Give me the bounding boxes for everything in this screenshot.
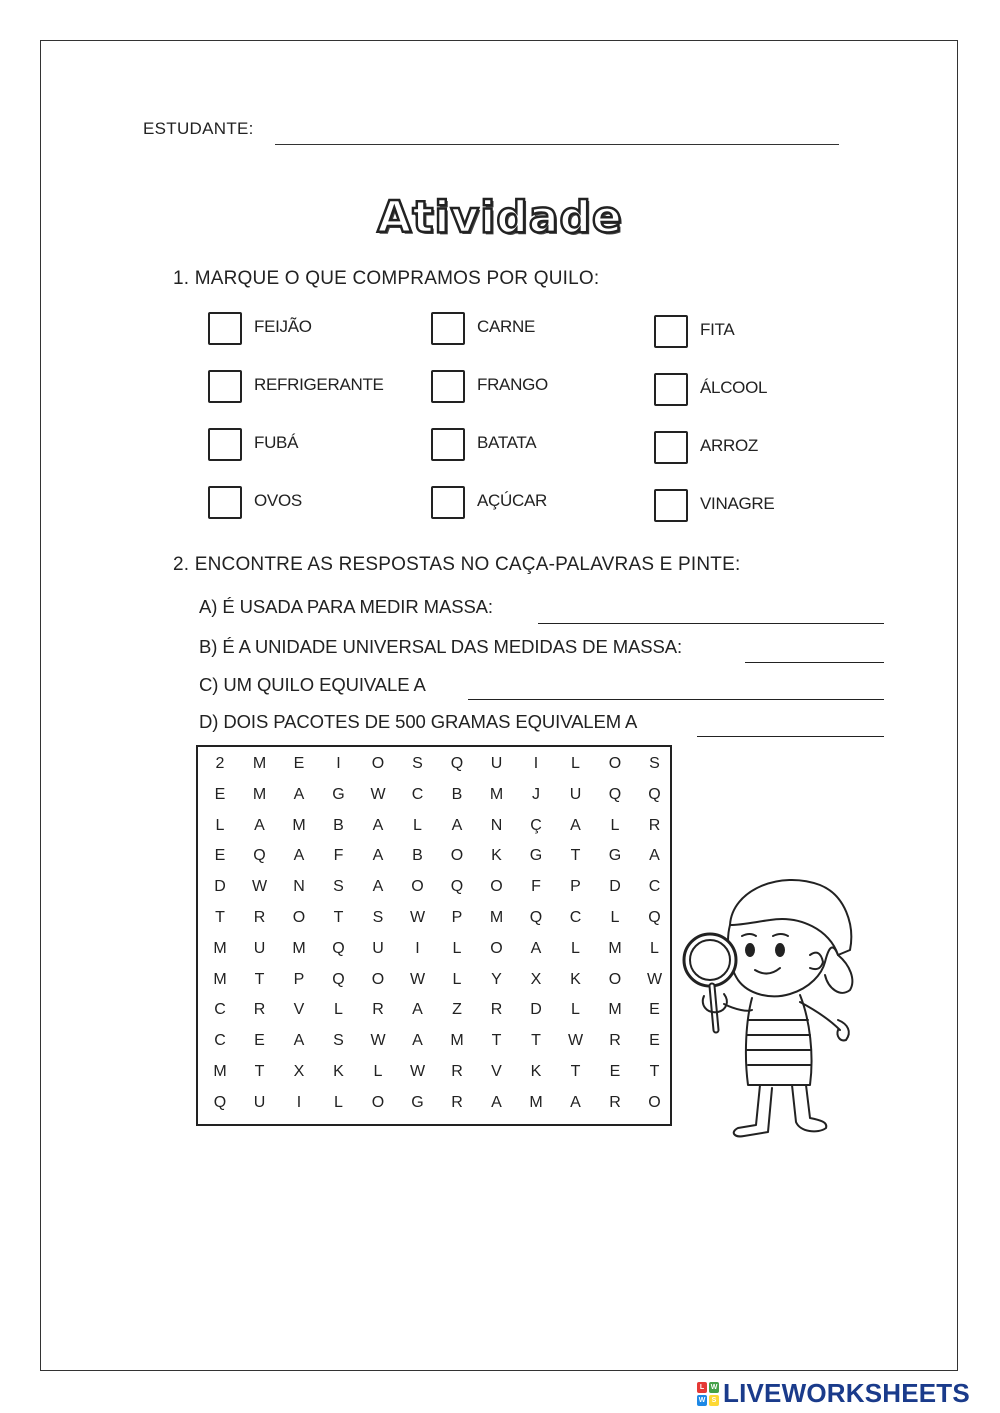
grid-letter[interactable]: B [451,785,463,803]
grid-letter[interactable]: X [530,970,542,988]
grid-letter[interactable]: A [530,939,542,957]
grid-letter[interactable]: Q [450,878,464,896]
question-2b: B) É A UNIDADE UNIVERSAL DAS MEDIDAS DE MASSA: [199,636,683,657]
checkbox-option[interactable] [208,428,299,463]
grid-letter[interactable]: M [213,1063,227,1080]
grid-letter[interactable]: T [254,1063,265,1080]
checkbox[interactable] [208,486,242,519]
grid-letter[interactable]: M [450,1032,464,1050]
answer-a-field[interactable] [538,599,884,624]
grid-letter[interactable]: O [292,909,306,926]
grid-letter[interactable]: T [254,970,265,988]
grid-letter[interactable]: C [411,785,424,803]
grid-letter[interactable]: L [215,816,225,834]
grid-letter[interactable]: L [373,1063,383,1080]
grid-letter[interactable]: C [214,1001,226,1019]
grid-letter[interactable]: E [214,847,226,865]
grid-letter[interactable]: C [569,909,582,926]
grid-letter[interactable]: R [451,1093,463,1111]
grid-letter[interactable]: P [293,970,305,988]
grid-letter[interactable]: E [254,1032,265,1050]
grid-letter[interactable]: G [529,847,543,865]
grid-letter[interactable]: M [252,755,267,772]
checkbox-option[interactable] [654,489,775,524]
grid-letter[interactable]: R [648,816,661,834]
grid-letter[interactable]: L [452,939,462,957]
checkbox[interactable] [654,315,688,348]
grid-letter[interactable]: L [610,816,620,834]
grid-letter[interactable]: O [411,878,424,896]
grid-letter[interactable]: O [608,970,622,988]
grid-letter[interactable]: Q [213,1093,227,1111]
grid-letter[interactable]: T [649,1063,660,1080]
grid-letter[interactable]: Ç [530,816,542,834]
boy-with-magnifier-illustration [660,870,870,1140]
grid-letter[interactable]: W [646,970,663,988]
grid-letter[interactable]: P [570,878,581,896]
grid-letter[interactable]: E [649,1001,660,1019]
grid-letter[interactable]: V [491,1063,502,1080]
grid-letter[interactable]: K [491,847,502,865]
grid-letter[interactable]: M [292,816,306,834]
grid-letter[interactable]: A [372,878,384,896]
grid-letter[interactable]: E [609,1063,621,1080]
checkbox-option[interactable] [654,373,768,408]
grid-letter[interactable]: M [489,909,504,926]
grid-letter[interactable]: L [571,939,580,957]
grid-letter[interactable]: T [570,847,581,865]
grid-letter[interactable]: T [333,909,344,926]
grid-letter[interactable]: Q [450,755,464,772]
word-search-grid [196,745,672,1126]
checkbox[interactable] [431,370,465,403]
grid-letter[interactable]: D [530,1001,542,1019]
grid-letter[interactable]: E [293,755,305,772]
grid-letter[interactable]: O [608,755,622,772]
grid-letter[interactable]: U [490,755,503,772]
grid-letter[interactable]: X [293,1063,305,1080]
grid-letter[interactable]: I [296,1093,302,1111]
grid-letter[interactable]: M [252,785,267,803]
grid-letter[interactable]: A [412,1001,423,1019]
grid-letter[interactable]: E [649,1032,660,1050]
grid-letter[interactable]: S [412,755,423,772]
checkbox-label: CARNE [477,317,536,336]
grid-letter[interactable]: A [649,847,660,865]
answer-d-field[interactable] [697,712,884,737]
grid-letter[interactable]: M [489,785,504,803]
grid-letter[interactable]: O [450,847,464,865]
grid-letter[interactable]: L [610,909,620,926]
grid-letter[interactable]: W [370,1032,386,1050]
grid-letter[interactable]: S [333,1032,344,1050]
grid-letter[interactable]: L [571,1001,580,1019]
grid-letter[interactable]: U [372,939,384,957]
grid-letter[interactable]: R [609,1093,621,1111]
grid-letter[interactable]: I [533,755,539,772]
grid-letter[interactable]: L [571,755,580,772]
checkbox-label: ÁLCOOL [700,378,768,397]
checkbox-option[interactable] [654,315,735,350]
liveworksheets-logo [697,1378,970,1409]
checkbox-option[interactable] [208,486,302,521]
checkbox-option[interactable] [431,486,547,521]
grid-letter[interactable]: C [648,878,661,896]
question-2d: D) DOIS PACOTES DE 500 GRAMAS EQUIVALEM A [199,711,638,732]
grid-letter[interactable]: B [412,847,423,865]
grid-letter[interactable]: Y [491,970,502,988]
page-title: Atividade [377,192,623,243]
grid-letter[interactable]: P [451,909,463,926]
checkbox-label: OVOS [254,491,302,510]
grid-letter[interactable]: N [293,878,305,896]
grid-letter[interactable]: A [570,1093,581,1111]
answer-c-field[interactable] [468,675,884,700]
checkbox-option[interactable] [431,312,536,347]
grid-letter[interactable]: M [529,1093,543,1111]
checkbox[interactable] [208,312,242,345]
checkbox-option[interactable] [654,431,759,466]
checkbox[interactable] [431,428,465,461]
liveworksheets-brand-text: LIVEWORKSHEETS [723,1378,970,1408]
grid-letter[interactable]: Z [452,1001,462,1019]
question-2c: C) UM QUILO EQUIVALE A [199,674,426,695]
grid-letter[interactable]: F [531,878,541,896]
answer-b-field[interactable] [745,638,884,663]
grid-letter[interactable]: A [293,785,305,803]
checkbox-label: FITA [700,320,735,339]
grid-letter[interactable]: 2 [215,755,225,772]
grid-letter[interactable]: M [292,939,306,957]
grid-letter[interactable]: R [490,1001,503,1019]
checkbox[interactable] [208,428,242,461]
grid-letter[interactable]: K [333,1063,344,1080]
liveworksheets-badge-icon: L W W S [698,1383,718,1404]
checkbox[interactable] [431,312,465,345]
grid-letter[interactable]: A [372,847,384,865]
student-name-field[interactable] [275,122,839,145]
grid-letter[interactable]: Q [608,785,622,803]
grid-letter[interactable]: G [608,847,622,865]
grid-letter[interactable]: Q [332,939,345,957]
checkbox[interactable] [654,489,688,522]
checkbox-label: FUBÁ [254,433,299,452]
grid-letter[interactable]: T [491,1032,502,1050]
grid-letter[interactable]: W [409,970,426,988]
grid-letter[interactable]: W [567,1032,584,1050]
grid-letter[interactable]: U [569,785,582,803]
grid-letter[interactable]: U [253,939,266,957]
grid-letter[interactable]: M [213,939,227,957]
grid-letter[interactable]: T [570,1063,581,1080]
grid-letter[interactable]: O [490,878,503,896]
grid-letter[interactable]: K [530,1063,542,1080]
grid-letter[interactable]: A [491,1093,502,1111]
checkbox-option[interactable] [208,370,384,405]
checkbox-option[interactable] [431,370,548,405]
checkbox[interactable] [654,431,688,464]
checkbox-label: FRANGO [477,375,548,394]
grid-letter[interactable]: Q [648,785,661,803]
student-label: ESTUDANTE: [143,119,254,138]
grid-letter[interactable]: O [371,755,385,772]
grid-letter[interactable]: R [253,1001,266,1019]
checkbox-label: FEIJÃO [254,317,312,336]
grid-letter[interactable]: O [371,1093,385,1111]
grid-letter[interactable]: B [333,816,344,834]
grid-letter[interactable]: G [411,1093,424,1111]
question-2-heading: 2. ENCONTRE AS RESPOSTAS NO CAÇA-PALAVRAS E PINTE: [173,554,741,575]
grid-letter[interactable]: A [451,816,463,834]
grid-letter[interactable]: N [490,816,503,834]
grid-letter[interactable]: L [334,1001,343,1019]
grid-letter[interactable]: R [451,1063,463,1080]
grid-letter[interactable]: L [650,939,659,957]
grid-letter[interactable]: Q [332,970,345,988]
grid-letter[interactable]: M [213,970,227,988]
checkbox-option[interactable] [208,312,312,347]
grid-letter[interactable]: A [570,816,581,834]
grid-letter[interactable]: V [293,1001,305,1019]
grid-letter[interactable]: T [531,1032,541,1050]
grid-letter[interactable]: T [215,909,225,926]
grid-letter[interactable]: J [532,785,540,803]
grid-letter[interactable]: S [333,878,344,896]
grid-letter[interactable]: W [251,878,268,896]
grid-letter[interactable]: W [409,909,426,926]
checkbox[interactable] [431,486,465,519]
grid-letter[interactable]: Q [529,909,543,926]
grid-letter[interactable]: S [372,909,384,926]
grid-letter[interactable]: O [371,970,385,988]
checkbox[interactable] [654,373,688,406]
grid-letter[interactable]: R [609,1032,621,1050]
grid-letter[interactable]: M [608,1001,622,1019]
grid-letter[interactable]: A [254,816,265,834]
grid-letter[interactable]: S [649,755,660,772]
grid-letter[interactable]: A [412,1032,423,1050]
grid-letter[interactable]: O [490,939,503,957]
grid-letter[interactable]: U [253,1093,266,1111]
grid-letter[interactable]: A [293,847,305,865]
question-1-heading: 1. MARQUE O QUE COMPRAMOS POR QUILO: [173,268,600,289]
grid-letter[interactable]: G [332,785,345,803]
grid-letter[interactable]: L [334,1093,343,1111]
grid-letter[interactable]: W [409,1063,426,1080]
grid-letter[interactable]: A [372,816,384,834]
grid-letter[interactable]: L [413,816,422,834]
checkbox[interactable] [208,370,242,403]
grid-letter[interactable]: F [333,847,344,865]
checkbox-label: BATATA [477,433,537,452]
grid-letter[interactable]: I [336,755,341,772]
grid-letter[interactable]: O [648,1093,661,1111]
grid-letter[interactable]: L [452,970,462,988]
checkbox-label: AÇÚCAR [477,491,547,510]
grid-letter[interactable]: M [608,939,622,957]
grid-letter[interactable]: D [214,878,226,896]
grid-letter[interactable]: K [570,970,581,988]
question-2a: A) É USADA PARA MEDIR MASSA: [199,596,493,617]
grid-letter[interactable]: C [214,1032,226,1050]
checkbox-option[interactable] [431,428,537,463]
grid-letter[interactable]: I [415,939,420,957]
grid-letter[interactable]: Q [648,909,661,926]
grid-letter[interactable]: D [609,878,621,896]
grid-letter[interactable]: E [214,785,226,803]
checkbox-label: ARROZ [700,436,759,455]
grid-letter[interactable]: A [293,1032,305,1050]
grid-letter[interactable]: W [370,785,386,803]
grid-letter[interactable]: R [253,909,266,926]
checkbox-label: VINAGRE [700,494,775,513]
grid-letter[interactable]: R [372,1001,384,1019]
grid-letter[interactable]: Q [253,847,266,865]
checkbox-label: REFRIGERANTE [254,375,384,394]
